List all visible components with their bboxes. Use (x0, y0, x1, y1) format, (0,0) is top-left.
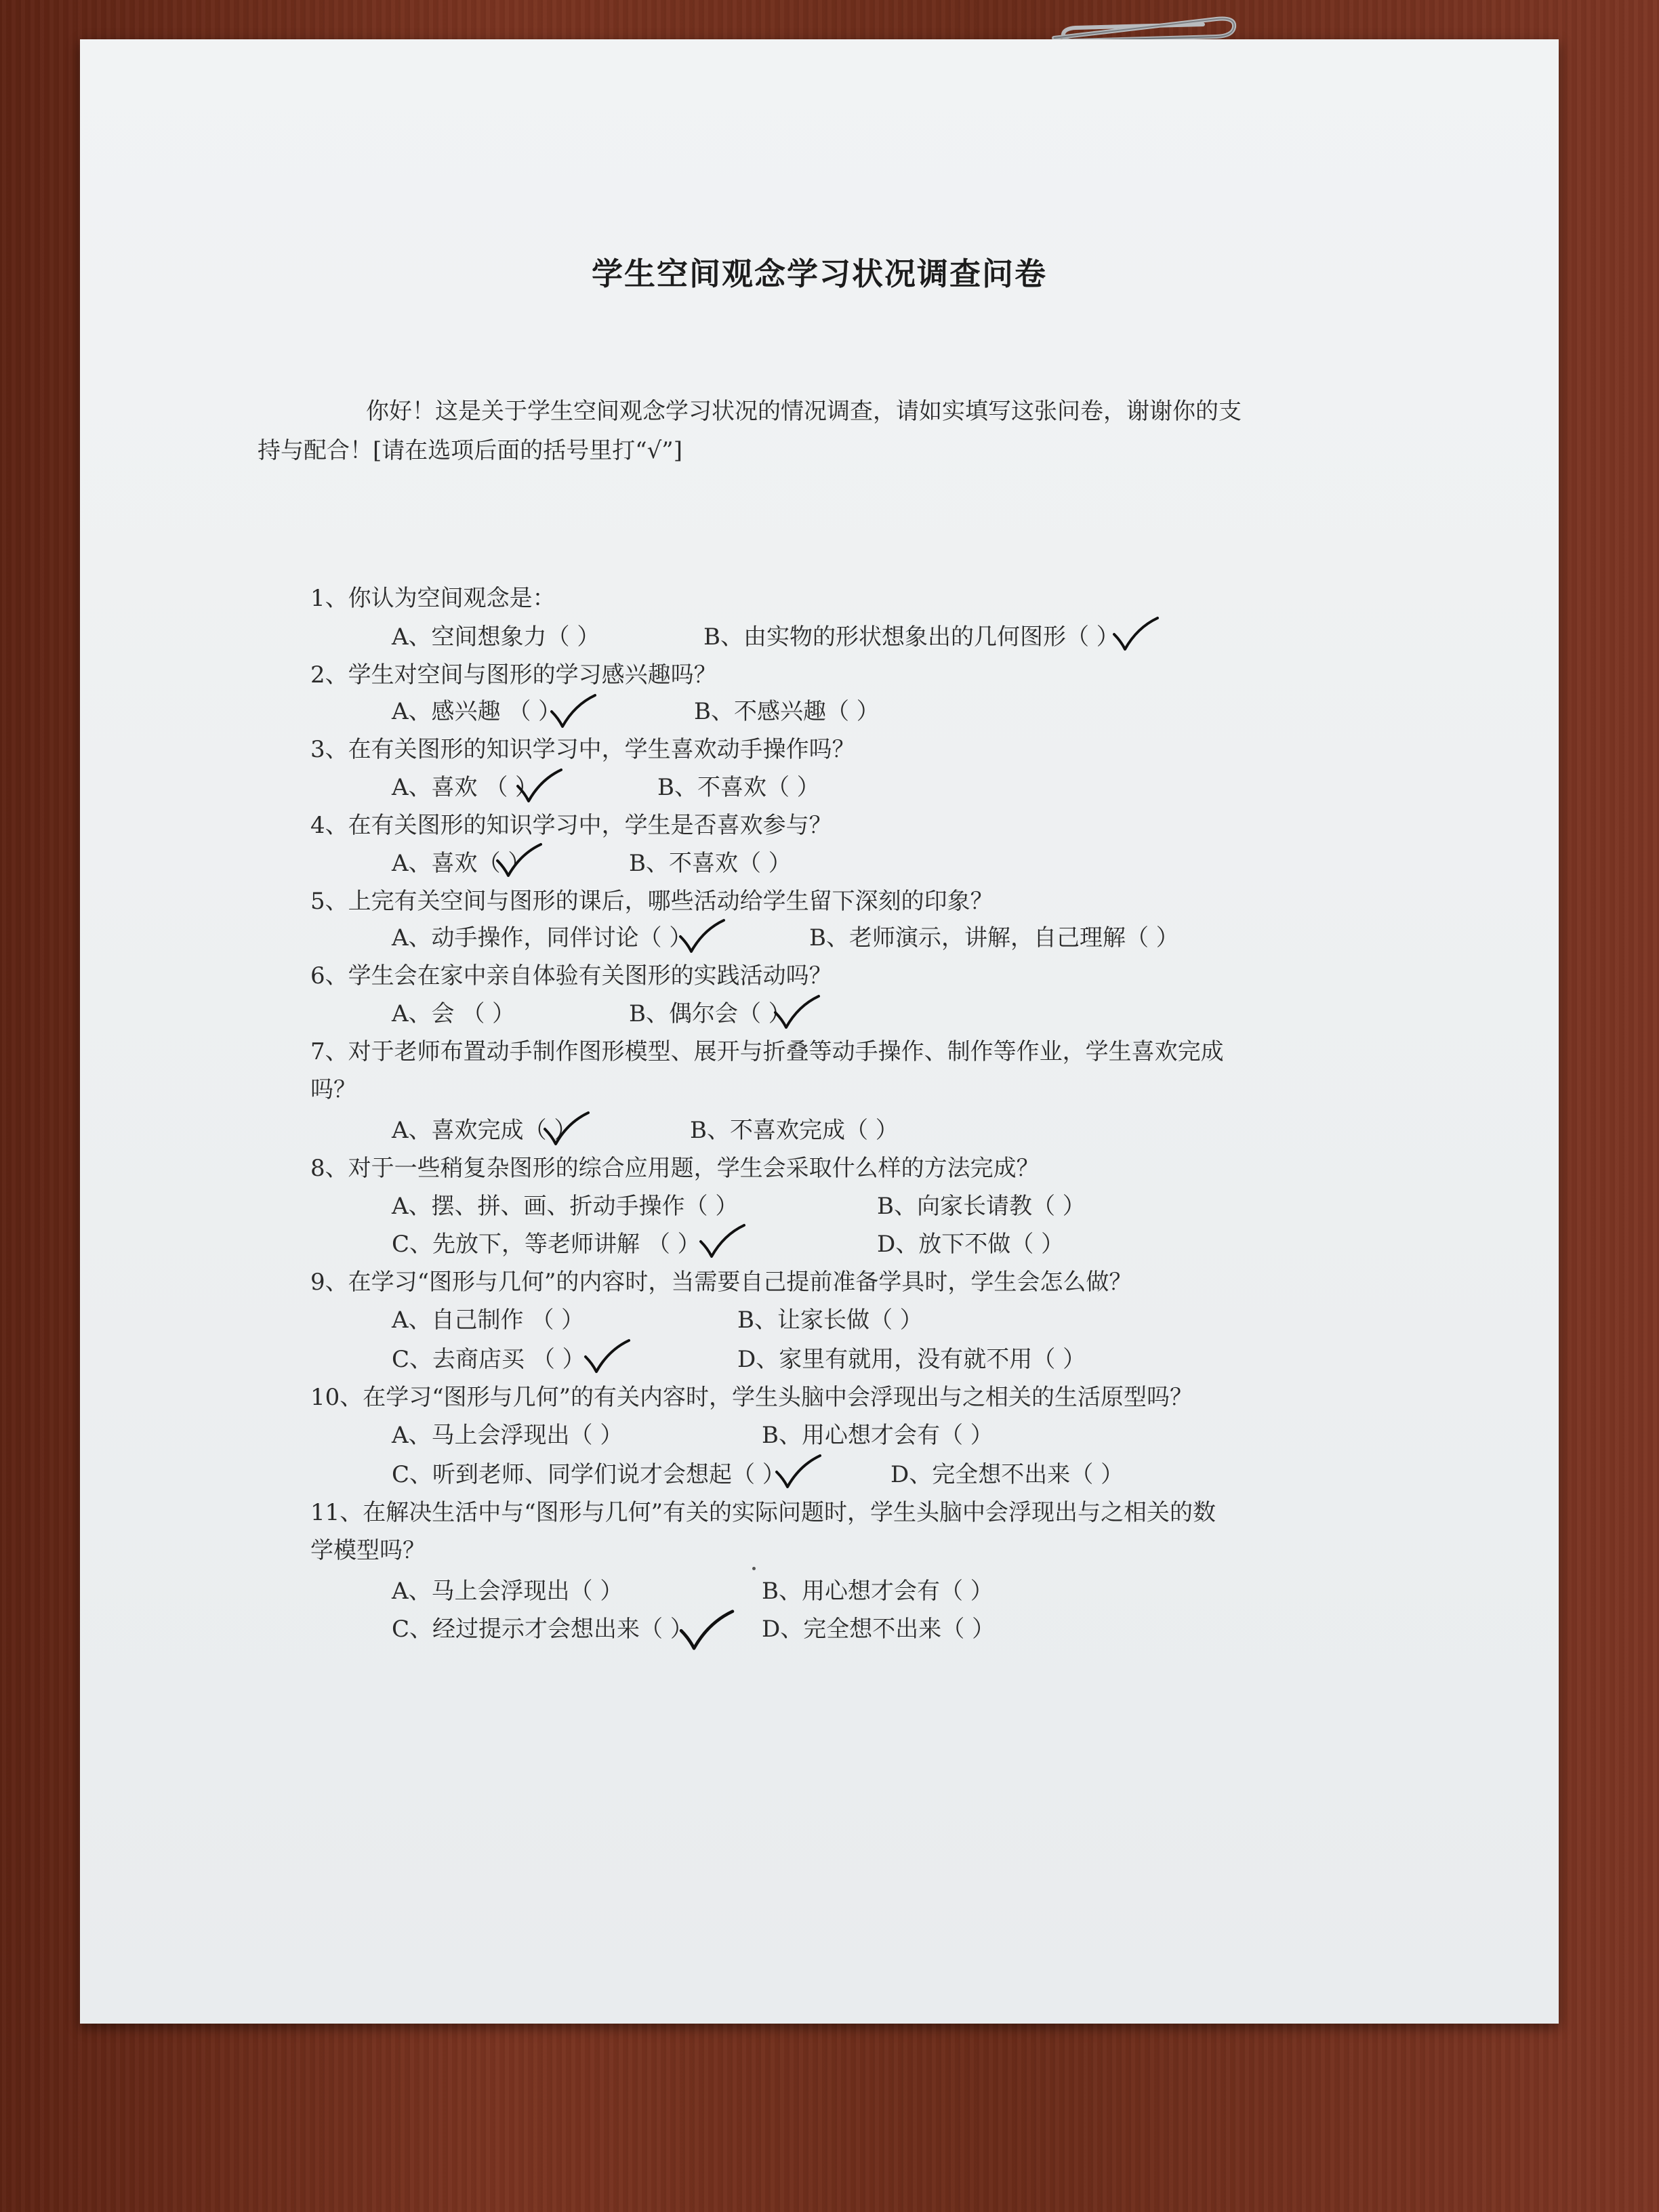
checkmark-icon (493, 840, 545, 880)
q6-option-a[interactable]: A、会 （ ） (392, 1000, 516, 1027)
q2-option-b[interactable]: B、不感兴趣（ ） (694, 698, 880, 725)
question-9: 9、在学习“图形与几何”的内容时，当需要自己提前准备学具时，学生会怎么做？ (310, 1269, 1132, 1296)
question-7-cont: 吗？ (310, 1076, 356, 1103)
checkmark-icon (1110, 614, 1162, 653)
intro-line-1: 你好！这是关于学生空间观念学习状况的情况调查，请如实填写这张问卷，谢谢你的支 (366, 398, 1242, 425)
q9-option-b[interactable]: B、让家长做（ ） (737, 1307, 923, 1334)
survey-sheet (80, 39, 1559, 2024)
intro-line-2: 持与配合！[请在选项后面的括号里打“√”] (258, 437, 682, 464)
checkmark-icon (773, 1452, 824, 1491)
q1-option-a[interactable]: A、空间想象力（ ） (392, 623, 600, 651)
q1-option-b[interactable]: B、由实物的形状想象出的几何图形（ ） (703, 623, 1120, 651)
q11-option-b[interactable]: B、用心想才会有（ ） (762, 1578, 994, 1605)
q8-option-d[interactable]: D、放下不做（ ） (877, 1231, 1065, 1258)
question-10: 10、在学习“图形与几何”的有关内容时，学生头脑中会浮现出与之相关的生活原型吗？ (310, 1384, 1193, 1411)
q10-option-d[interactable]: D、完全想不出来（ ） (890, 1461, 1124, 1488)
question-5: 5、上完有关空间与图形的课后，哪些活动给学生留下深刻的印象？ (310, 888, 994, 915)
checkmark-icon (541, 1109, 592, 1148)
q5-option-a[interactable]: A、动手操作，同伴讨论（ ） (392, 924, 693, 951)
checkmark-icon (697, 1221, 748, 1261)
q11-option-c[interactable]: C、经过提示才会想出来（ ） (392, 1616, 693, 1643)
q4-option-a[interactable]: A、喜欢（ ） (392, 850, 531, 877)
question-8: 8、对于一些稍复杂图形的综合应用题，学生会采取什么样的方法完成？ (310, 1155, 1040, 1182)
question-2: 2、学生对空间与图形的学习感兴趣吗？ (310, 661, 717, 689)
checkmark-icon (514, 766, 565, 805)
q8-option-c[interactable]: C、先放下，等老师讲解 （ ） (392, 1231, 701, 1258)
q9-option-c[interactable]: C、去商店买 （ ） (392, 1346, 586, 1373)
ink-speck (752, 1567, 756, 1570)
question-11-cont: 学模型吗？ (310, 1537, 426, 1564)
q7-option-b[interactable]: B、不喜欢完成（ ） (690, 1117, 899, 1144)
q6-option-b[interactable]: B、偶尔会（ ） (629, 1000, 792, 1027)
q8-option-a[interactable]: A、摆、拼、画、折动手操作（ ） (392, 1193, 739, 1220)
q8-option-b[interactable]: B、向家长请教（ ） (877, 1193, 1086, 1220)
q3-option-a[interactable]: A、喜欢 （ ） (392, 774, 539, 801)
q10-option-b[interactable]: B、用心想才会有（ ） (762, 1422, 994, 1449)
q9-option-d[interactable]: D、家里有就用，没有就不用（ ） (737, 1346, 1086, 1373)
checkmark-icon (581, 1336, 633, 1376)
question-6: 6、学生会在家中亲自体验有关图形的实践活动吗？ (310, 962, 832, 989)
q4-option-b[interactable]: B、不喜欢（ ） (629, 850, 792, 877)
question-1: 1、你认为空间观念是： (310, 585, 556, 612)
intro-paragraph (258, 392, 1423, 470)
q9-option-a[interactable]: A、自己制作 （ ） (392, 1307, 585, 1334)
question-3: 3、在有关图形的知识学习中，学生喜欢动手操作吗？ (310, 736, 855, 763)
q10-option-c[interactable]: C、听到老师、同学们说才会想起（ ） (392, 1461, 785, 1488)
q11-option-d[interactable]: D、完全想不出来（ ） (762, 1616, 996, 1643)
q2-option-a[interactable]: A、感兴趣 （ ） (392, 698, 562, 725)
q7-option-a[interactable]: A、喜欢完成（ ） (392, 1117, 577, 1144)
question-11: 11、在解决生活中与“图形与几何”有关的实际问题时，学生头脑中会浮现出与之相关的数 (310, 1499, 1216, 1526)
question-4: 4、在有关图形的知识学习中，学生是否喜欢参与？ (310, 812, 832, 839)
q5-option-b[interactable]: B、老师演示，讲解，自己理解（ ） (809, 924, 1179, 951)
q10-option-a[interactable]: A、马上会浮现出（ ） (392, 1422, 623, 1449)
checkmark-icon (676, 1606, 737, 1654)
checkmark-icon (771, 992, 823, 1031)
q11-option-a[interactable]: A、马上会浮现出（ ） (392, 1578, 623, 1605)
checkmark-icon (676, 916, 728, 956)
checkmark-icon (548, 691, 599, 731)
q3-option-b[interactable]: B、不喜欢（ ） (657, 774, 820, 801)
survey-title: 学生空间观念学习状况调查问卷 (592, 255, 1047, 292)
question-7: 7、对于老师布置动手制作图形模型、展开与折叠等动手操作、制作等作业，学生喜欢完成 (310, 1038, 1224, 1065)
